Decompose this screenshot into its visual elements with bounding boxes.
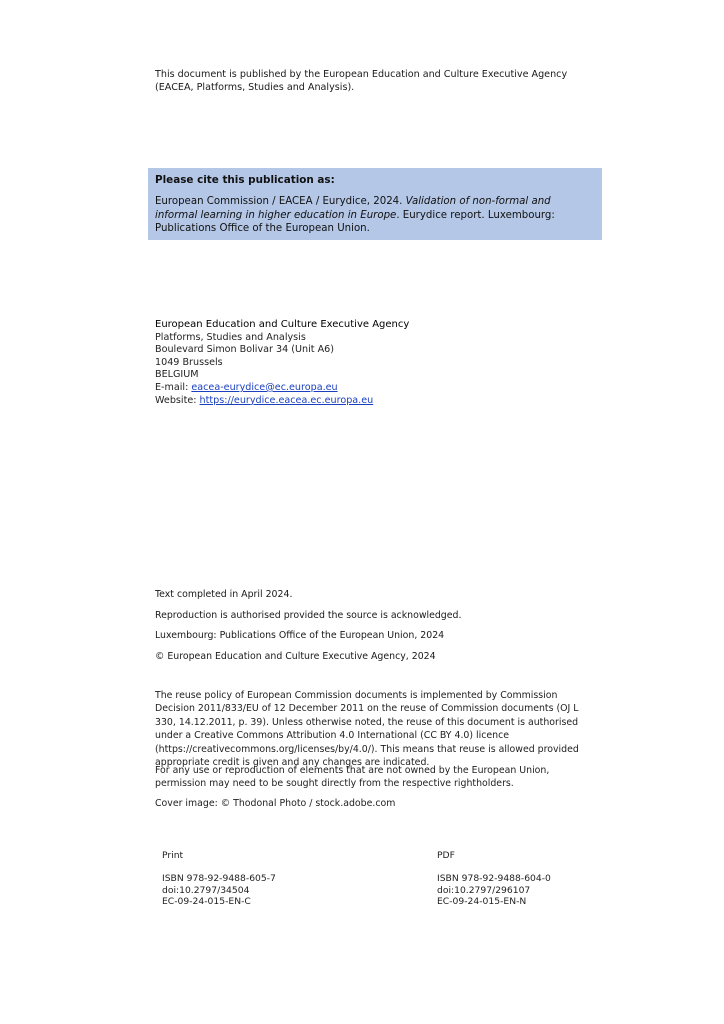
permission-notice: For any use or reproduction of elements that are not owned by the European Union, permission may need to be sought directly from the respective rightholders. (155, 765, 550, 790)
address-block (155, 319, 555, 407)
print-label: Print (162, 850, 184, 861)
print-isbn: ISBN 978-92-9488-605-7 (162, 873, 276, 885)
address-website-row (155, 395, 555, 408)
reuse-policy: The reuse policy of European Commission documents is implemented by Commission Decision 2011/833/EU of 12 December 2011 on the reuse of Commission documents (OJ L 330, 14.12.2011, p. 39). Unless otherwise noted, the reuse of this document is authorised under a Creative Commons Attribution 4.0 International (CC BY 4.0) licence (https://creativecommons.org/licenses/by/4.0/). This means that reuse is allowed provided appropriate credit is given and any changes are indicated. (155, 690, 579, 769)
pdf-identifiers (437, 850, 551, 908)
address-email-row (155, 382, 555, 395)
copyright-line: © European Education and Culture Executive Agency, 2024 (155, 651, 436, 662)
pdf-label: PDF (437, 850, 455, 861)
citation-italic-title: Validation of non-formal and informal learning in higher education in Europe (155, 196, 551, 221)
citation-text-after: . Eurydice report. Luxembourg: Publications Office of the European Union. (155, 209, 555, 234)
website-label: Website: (155, 394, 200, 406)
pdf-catalogue: EC-09-24-015-EN-N (437, 896, 527, 908)
publisher-note (155, 69, 575, 95)
reproduction-notice: Reproduction is authorised provided the source is acknowledged. (155, 610, 462, 621)
publisher-note-line1: This document is published by the European Education and Culture Executive Agency (155, 69, 568, 80)
citation-text (155, 195, 595, 236)
address-organisation: European Education and Culture Executive Agency (155, 319, 410, 330)
print-identifiers (162, 850, 276, 908)
pdf-doi: doi:10.2797/296107 (437, 884, 531, 896)
citation-title: Please cite this publication as: (155, 174, 335, 186)
citation-text-before: European Commission / EACEA / Eurydice, 2024. (155, 196, 406, 207)
website-link[interactable]: https://eurydice.eacea.ec.europa.eu (199, 394, 374, 406)
print-doi: doi:10.2797/34504 (162, 884, 250, 896)
text-completed: Text completed in April 2024. (155, 589, 293, 600)
publisher-note-line2: (EACEA, Platforms, Studies and Analysis). (155, 81, 355, 93)
cover-image-credit: Cover image: © Thodonal Photo / stock.adobe.com (155, 798, 396, 809)
pdf-isbn: ISBN 978-92-9488-604-0 (437, 873, 551, 885)
address-city: 1049 Brussels (155, 356, 223, 368)
print-catalogue: EC-09-24-015-EN-C (162, 896, 251, 908)
address-unit: Platforms, Studies and Analysis (155, 331, 306, 343)
address-street: Boulevard Simon Bolivar 34 (Unit A6) (155, 344, 334, 356)
publisher-line: Luxembourg: Publications Office of the European Union, 2024 (155, 630, 445, 641)
address-country: BELGIUM (155, 369, 199, 381)
email-link[interactable]: eacea-eurydice@ec.europa.eu (191, 381, 338, 393)
email-label: E-mail: (155, 381, 192, 393)
citation-box (148, 168, 602, 240)
